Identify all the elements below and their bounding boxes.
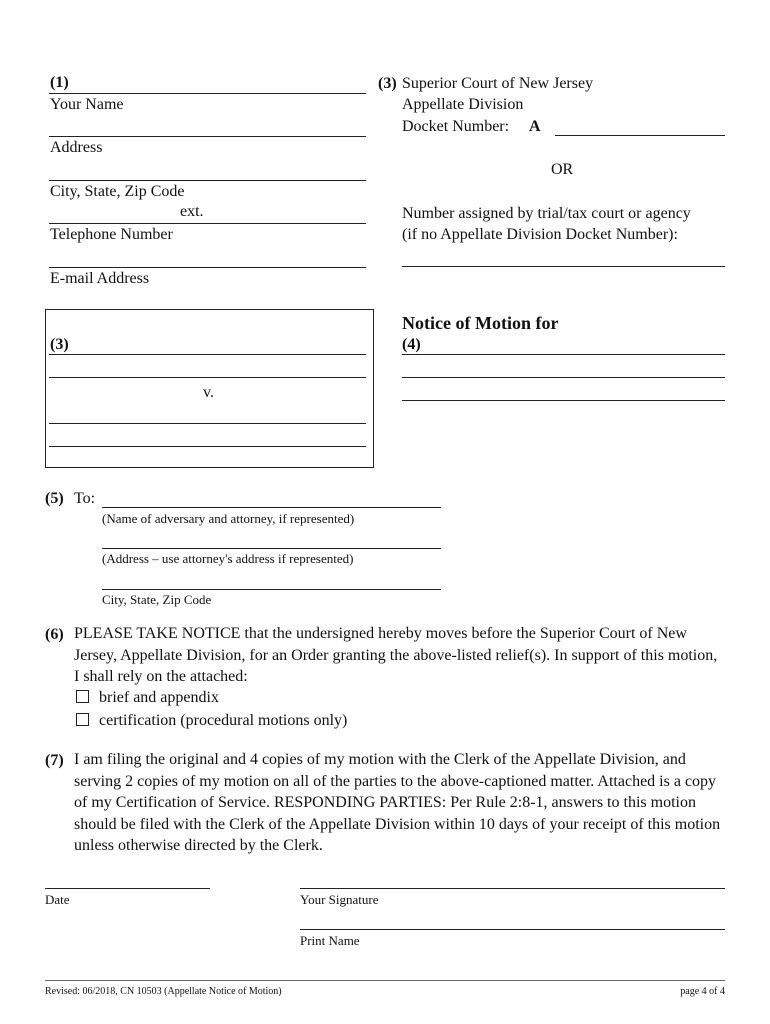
docket-prefix: A (529, 118, 541, 135)
address-hint: (Address – use attorney's address if represented) (102, 551, 354, 566)
division-name: Appellate Division (402, 96, 524, 113)
court-name: Superior Court of New Jersey (402, 75, 594, 92)
email-line[interactable] (49, 267, 366, 268)
option-certification (76, 712, 347, 730)
print-name-line[interactable] (300, 929, 725, 930)
caption-party-line-2[interactable] (49, 377, 366, 378)
motion-line-3[interactable] (402, 400, 725, 401)
adversary-hint: (Name of adversary and attorney, if represented) (102, 511, 355, 526)
print-name-label: Print Name (300, 933, 360, 948)
date-line[interactable] (45, 888, 210, 889)
option-brief-label: brief and appendix (99, 689, 219, 706)
or-label: OR (551, 161, 574, 178)
date-label: Date (45, 892, 70, 907)
adversary-address-line[interactable] (102, 548, 441, 549)
adversary-city-line[interactable] (102, 589, 441, 590)
marker-1: (1) (50, 74, 69, 91)
caption-party-line-1[interactable] (49, 354, 366, 355)
signature-line[interactable] (300, 888, 725, 889)
adversary-line[interactable] (102, 507, 441, 508)
marker-7: (7) (45, 752, 64, 769)
marker-5: (5) (45, 490, 64, 507)
motion-line-1[interactable] (402, 354, 725, 355)
option-brief (76, 689, 219, 707)
revision-note: Revised: 06/2018, CN 10503 (Appellate Notice of Motion) (45, 986, 282, 997)
page-number: page 4 of 4 (680, 986, 725, 997)
name-line[interactable] (49, 93, 366, 94)
marker-3-caption: (3) (50, 336, 69, 353)
certification-checkbox[interactable] (76, 713, 89, 726)
alt-number-label-1: Number assigned by trial/tax court or agency (402, 205, 691, 222)
email-label: E-mail Address (50, 270, 150, 287)
brief-checkbox[interactable] (76, 690, 89, 703)
caption-party-line-3[interactable] (49, 423, 366, 424)
footer-divider (45, 980, 725, 981)
city-line[interactable] (49, 180, 366, 181)
telephone-label: Telephone Number (50, 226, 173, 243)
option-certification-label: certification (procedural motions only) (99, 712, 348, 729)
your-name-label: Your Name (50, 96, 124, 113)
motion-title: Notice of Motion for (402, 313, 559, 333)
to-label: To: (74, 490, 96, 507)
address-label: Address (50, 139, 103, 156)
city-hint: City, State, Zip Code (102, 592, 212, 607)
telephone-line[interactable] (49, 223, 366, 224)
marker-3-court: (3) (378, 75, 397, 92)
caption-party-line-4[interactable] (49, 446, 366, 447)
filing-text: I am filing the original and 4 copies of my motion with the Clerk of the Appellate Division, and serving 2 copies of my motion on all of the parties to the above-captioned matter. Attached is a copy of my Certification of Service. RESPONDING PARTIES: Per Rule 2:8-1, answers to this motion should be filed with the Clerk of the Appellate Division within 10 days of your receipt of this motion unless otherwise directed by the Clerk. (74, 751, 721, 855)
docket-number-line[interactable] (555, 135, 725, 136)
alt-number-line[interactable] (402, 266, 725, 267)
motion-line-2[interactable] (402, 377, 725, 378)
marker-6: (6) (45, 626, 64, 643)
marker-4: (4) (402, 336, 421, 353)
your-signature-label: Your Signature (300, 892, 379, 907)
city-state-zip-label: City, State, Zip Code (50, 183, 185, 200)
alt-number-label-2: (if no Appellate Division Docket Number): (402, 226, 678, 243)
ext-label: ext. (180, 203, 204, 220)
versus-label: v. (203, 384, 214, 401)
notice-text: PLEASE TAKE NOTICE that the undersigned hereby moves before the Superior Court of New Jersey, Appellate Division, for an Order granting the above-listed relief(s). In support of this motion, I shall rely on the attached: (74, 625, 718, 686)
docket-label: Docket Number: (402, 118, 510, 135)
address-line[interactable] (49, 136, 366, 137)
